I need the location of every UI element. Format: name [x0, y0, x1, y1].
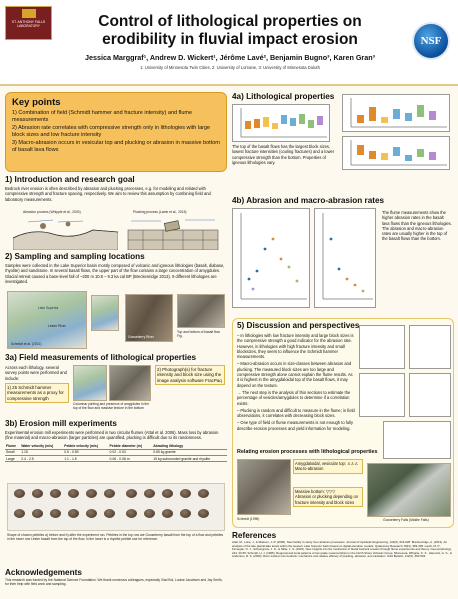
table-cell: Small [5, 449, 20, 455]
pebble-icon [50, 509, 61, 518]
discussion-list [237, 333, 355, 431]
abrasion-rate-plot [232, 208, 310, 308]
key-point-1: 1) Combination of field (Schmidt hammer and fracture intensity) and flume measurements [12, 110, 193, 124]
intro-title: 1) Introduction and research goal [5, 175, 135, 184]
nsf-logo-text: NSF [420, 35, 442, 47]
safl-logo [5, 6, 52, 40]
pebble-icon [144, 509, 155, 518]
pebble-icon [126, 489, 137, 498]
discussion-panel [232, 318, 454, 528]
abrasion-text: The flume measurements show the higher abrasion rates in the basalt lava flows than the igneous lithologies. The abrasion and macro-abrasion rates are usually higher in the top of the basalt flows than the bottom. [382, 210, 452, 242]
basalt-flow-photo [177, 294, 225, 328]
intro-section [5, 175, 227, 252]
litho-text: The top of the basalt flows has the largest block sizes, lowest fracture intensities (cooling fractures) and a lower compressive strength than the bottom. Properties of igneous lithologies vary. [232, 144, 335, 165]
compressive-strength-plot [232, 104, 330, 142]
references-text: Attal, M., Lavé, J., & Masson, J.-P. (2006). New facility to study river abrasion processes. Journal of Hydraulic Engineering, 132(6), 624-628. Breckenridge, A. (2013). An analysis of the late glacial lake levels within the western Lake Superior basin based on digital elevation models. Quaternary Research, 80(3), 383-395. Lamb, M. P., Finnegan, N. J., Scheingross, J. S., & Sklar, L. S. (2015). New insights into the mechanics of fluvial bedrock erosion through flume experiments and theory. Geomorphology, 244, 33-55. Schmidt, H. J. (1995). Regional and local patterns of low grade metamorphism in the North Shore Volcanic Group, Minnesota. Whipple, K. X., Hancock, G. S., & Anderson, R. S. (2000). River incision into bedrock: mechanics and relative efficacy of plucking, abrasion, and cavitation. GSA Bulletin, 112(3), 490-503. [232, 540, 452, 559]
abrasion-section [232, 196, 454, 314]
litho-section [232, 92, 454, 192]
boxplot-blocksize [343, 137, 449, 169]
boxplot-fracture [343, 95, 449, 131]
pebble-icon [198, 489, 209, 498]
table-cell: 15 kg subrounded granite and rhyolite [152, 455, 227, 461]
abrasion-caption: Abrasion process (Whipple et al., 2000) [23, 210, 81, 214]
ack-section [5, 568, 227, 596]
pebble-icon [180, 489, 191, 498]
references-title: References [232, 531, 277, 540]
columnar-jointing-photo [109, 365, 151, 401]
gooseberry-photo [125, 294, 173, 342]
pebble-icon [126, 509, 137, 518]
discussion-bullet-3: → The next step is the analysis of thin sections to estimate the percentage of vesicles/amygdules to determine if a correlation exists. [237, 389, 351, 406]
plucking-diagram [123, 216, 223, 250]
discussion-bullet-1: – In lithologies with low fracture intensity and large block sizes is the compressive strength a good indicator for the abrasion rate. However, in lithologies with high fracture intensity and small blocksizes, they seem to influence the Schmidt hammer measurements. [237, 333, 354, 360]
flume-title: 3b) Erosion mill experiments [5, 419, 117, 428]
pebble-icon [14, 509, 25, 518]
ack-text: This research was funded by the National Science Foundation. We thank numerous colleagues, especially Vlad Bol, Louise Jacobsen and Jay Smith, for their help with field work and sampling. [5, 578, 223, 587]
table-cell: 1.15 [20, 449, 63, 455]
poster-affiliations: 1: University of Minnesota Twin Cities, 2: University of Lorraine, 3: University of Minnesota Duluth [140, 65, 320, 70]
basalt-flow-diagram [237, 459, 291, 515]
abrasion-plucking-box: Massive bottom: ▽▽▽ Abrasion or plucking depending on fracture intensity and block sizes [293, 487, 363, 507]
flume-text: Experimental erosion mill experiments were performed in two circular flumes (Attal et al. 2006). Mass loss by abrasion (fine material) and macro-abrasion (larger particles) are quantified, plucking is difficult due to its randomness. [5, 430, 219, 441]
table-row [5, 455, 227, 461]
sampling-text: Samples were collected in the Lake Superior basin mostly composed of volcanic and igneous lithologies (basalt, diabase, rhyolite) and sandstone. In several basalt flows, the upper part of the flow contains a large concentration of amygdules. Glacial retreat caused a base-level fall of ~200 m 10.8 – 9.3 ka cal BP (Breckenridge 2013). 9 different lithologies are investigated. [5, 263, 225, 284]
intro-text: Bedrock river erosion is often described by abrasion and plucking processes, e.g. for modeling and related with compressive strength and fracture spacing, respectively. We aim to review this assumption by combining field and laboratory measurements. [5, 186, 211, 202]
pebble-photo [7, 483, 225, 531]
poster-title: Control of lithological properties on erodibility in fluvial impact erosion [98, 13, 362, 48]
key-points-panel [5, 92, 227, 172]
table-cell: 2.4 - 2.5 [20, 455, 63, 461]
table-cell: 1.1 - 1.5 [63, 455, 108, 461]
table-header-cell: Water velocity (m/s) [20, 444, 63, 450]
key-point-2: 2) Abrasion rate correlates with compressive strength only in lithologies with large block sizes and low fracture intensity [12, 124, 211, 139]
pebble-icon [104, 489, 115, 498]
label-gooseberry-river: Gooseberry River [128, 334, 154, 339]
discussion-plot-4 [409, 373, 451, 417]
block-size-plot [342, 136, 450, 170]
discussion-bullet-4: – Plucking is random and difficult to measure in the flume; in field observations, it correlates with decreasing block sizes. [237, 407, 355, 419]
abrasion-diagram [13, 216, 118, 250]
macro-abrasion-box: Amygdaloidal, vesicular top: ♙♙♙ Macro-abrasion [293, 459, 363, 474]
pebble-icon [32, 509, 43, 518]
discussion-bullet-5: – One type of field or flume measurements is not enough to fully describe erosion processes and yield information for modeling. [237, 420, 354, 431]
nsf-logo [412, 22, 450, 60]
key-points-list [12, 110, 224, 154]
pebble-icon [68, 509, 79, 518]
table-header-cell: Flume [5, 444, 20, 450]
key-points-title: Key points [12, 97, 61, 108]
pebble-icon [180, 509, 191, 518]
logo-mark-icon [22, 9, 36, 18]
key-point-3: 3) Macro-abrasion occurs in vesicular top and plucking or abrasion in massive bottom of basalt lava flows [12, 139, 220, 154]
field-text: Across each lithology, several survey points were performed and include: [5, 365, 67, 381]
relating-title: Relating erosion processes with lithological properties [237, 449, 378, 455]
inset-map [91, 295, 119, 331]
pebble-icon [68, 489, 79, 498]
logo-text: ST. ANTHONY FALLS LABORATORY [11, 20, 46, 29]
fracture-intensity-plot [342, 94, 450, 132]
discussion-bullet-2: – Macro-abrasion occurs in size-classes between abrasion and plucking. The measured block sizes are too large and compressive strength alone cannot explain the flume results. As it is highest in the amygdaloidal top of the basalt flows, it may depend on the texture. [237, 361, 353, 388]
table-header-cell: Pebble velocity (m/s) [63, 444, 108, 450]
poster-authors: Jessica Marggraf¹, Andrew D. Wickert¹, Jérôme Lavé², Benjamin Bugno³, Karen Gran³ [84, 53, 376, 62]
discussion-title: 5) Discussion and perspectives [237, 321, 360, 330]
lake-superior-map [7, 291, 87, 349]
discussion-plot-1 [359, 325, 405, 369]
table-cell: 0.65 kg granite [152, 449, 227, 455]
table-header-cell: Pebble diameter (m) [109, 444, 153, 450]
field-item-photograph: 2) Photograph(s) for fracture intensity and block size using the image analysis software FracPaq [155, 365, 225, 385]
sampling-section [5, 252, 227, 352]
label-lake-superior: Lake Superior [38, 306, 59, 310]
flume-section [5, 419, 227, 569]
references-section [232, 531, 454, 597]
pebble-icon [198, 509, 209, 518]
field-site-photo [73, 365, 107, 401]
label-lester-river: Lester River [48, 324, 66, 328]
field-title: 3a) Field measurements of lithological properties [5, 353, 197, 362]
discussion-plot-5 [383, 421, 451, 459]
table-cell: Large [5, 455, 20, 461]
pebble-icon [144, 489, 155, 498]
poster-header [0, 0, 458, 86]
gooseberry-falls-photo [367, 463, 451, 517]
discussion-plot-3 [359, 373, 405, 417]
table-cell: 0.02 - 0.03 [109, 449, 153, 455]
abrasion-title: 4b) Abrasion and macro-abrasion rates [232, 196, 385, 205]
pebble-icon [50, 489, 61, 498]
table-cell: 0.06 - 0.08 m [109, 455, 153, 461]
field-caption: Columnar jointing and presence of amygdules in the top of the flow and massive texture in the bottom [73, 402, 150, 411]
pebble-icon [86, 489, 97, 498]
pebble-icon [86, 509, 97, 518]
caption-gooseberry-falls: Gooseberry Falls (Middle Falls) [383, 518, 429, 522]
pebble-caption: Shape of chosen pebbles a) before and b) after the experiment run. Pebbles in the top row are Gooseberry basalt from the top of a flow and pebbles in the lower row Lester basalt from the top of the flow, in the lower is a rhyolite pebble use for reference. [7, 533, 224, 542]
macro-abrasion-scatter [315, 209, 375, 307]
sampling-title: 2) Sampling and sampling locations [5, 252, 145, 261]
flume-table [5, 444, 227, 463]
caption-basalt-flow: Top and bottom of basalt flow Fig. [177, 330, 220, 339]
macro-abrasion-plot [314, 208, 376, 308]
discussion-plot-2 [409, 325, 451, 369]
ack-title: Acknowledgements [5, 568, 82, 577]
abrasion-scatter [233, 209, 309, 307]
caption-schmidt-2021: Schmidt et al. (2021) [11, 342, 42, 346]
caption-schmidt-1995: Schmidt (1995) [237, 517, 260, 521]
table-header-cell: Abrading lithology [152, 444, 227, 450]
litho-title: 4a) Lithological properties [232, 92, 335, 101]
pebble-icon [162, 509, 173, 518]
field-section [5, 353, 227, 418]
plucking-caption: Plucking process (Lamb et al., 2015) [133, 210, 187, 214]
pebble-icon [14, 489, 25, 498]
pebble-icon [32, 489, 43, 498]
boxplot-strength [233, 105, 329, 141]
pebble-icon [104, 509, 115, 518]
field-item-schmidt: 1) 25 Schmidt hammer measurements as a proxy for compressive strength [5, 383, 69, 403]
table-cell: 0.5 - 0.59 [63, 449, 108, 455]
pebble-icon [162, 489, 173, 498]
